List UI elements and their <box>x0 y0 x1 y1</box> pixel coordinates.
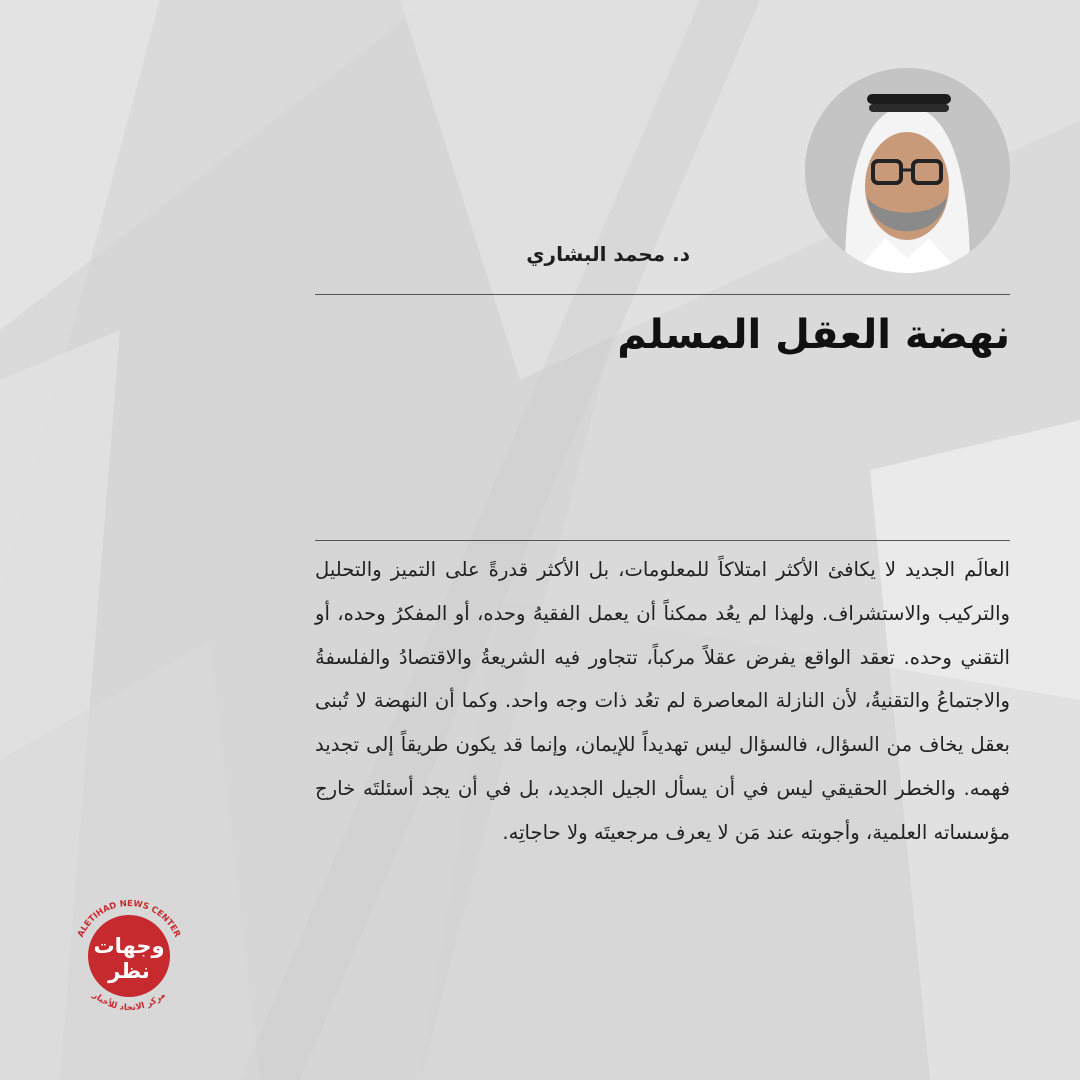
author-name: د. محمد البشاري <box>526 242 690 266</box>
badge-line-2: نظر <box>108 959 150 983</box>
article-body: العالَم الجديد لا يكافئ الأكثر امتلاكاً للمعلومات، بل الأكثر قدرةً على التميز والتحليل والتركيب والاستشراف. ولهذا لم يعُد ممكناً أن يعمل الفقيهُ وحده، أو المفكرُ وحده، أو التقني وحده. تعقد الواقع يفرض عقلاً مركباً، تتجاور فيه الشريعةُ والاقتصادُ والفلسفةُ والاجتماعُ والتقنيةُ، لأن النازلة المعاصرة لم تعُد ذات وجه واحد. وكما أن النهضة لا تُبنى بعقل يخاف من السؤال، فالسؤال ليس تهديداً للإيمان، وإنما قد يكون طريقاً إلى تجديد فهمه. والخطر الحقيقي ليس في أن يسأل الجيل الجديد، بل في أن يجد أسئلتَه خارج مؤسساته العلمية، وأجوبته عند مَن لا يعرف مرجعيتَه ولا حاجاتِه. <box>315 558 1010 844</box>
author-portrait-icon <box>805 68 1010 273</box>
article-title: نهضة العقل المسلم <box>617 312 1010 358</box>
brand-logo-badge <box>63 890 195 1022</box>
author-photo <box>805 68 1010 273</box>
badge-ring-english: ALETIHAD NEWS CENTER <box>76 898 182 939</box>
divider-body <box>315 540 1010 541</box>
badge-line-1: وجهات <box>93 934 165 958</box>
badge-ring-arabic: مركز الاتحاد للأخبار <box>90 990 168 1014</box>
divider-top <box>315 294 1010 295</box>
